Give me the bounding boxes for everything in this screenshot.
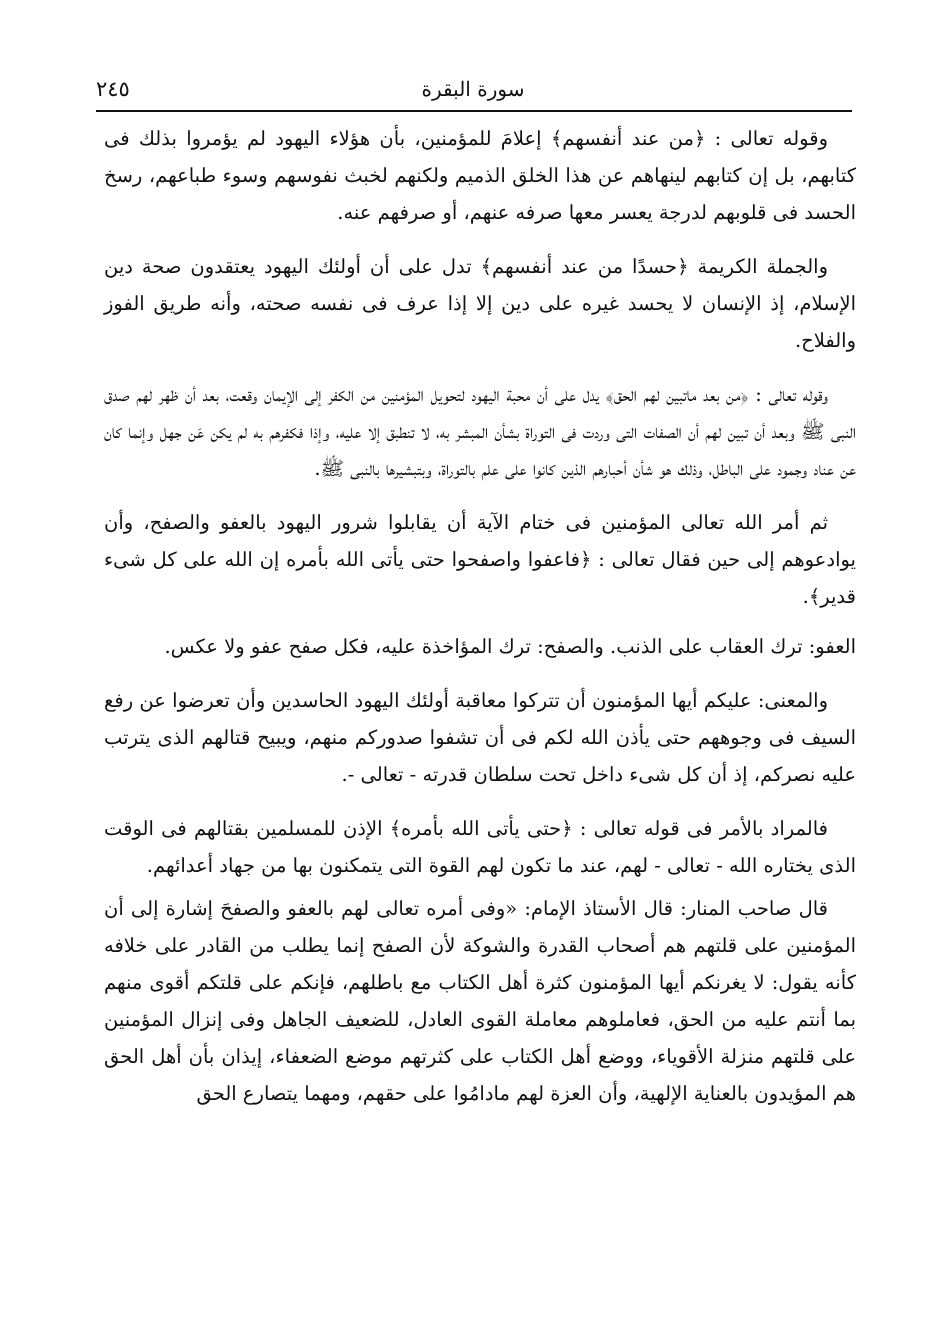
paragraph: والجملة الكريمة ﴿حسدًا من عند أنفسهم﴾ تدل على أن أولئك اليهود يعتقدون صحة دين الإسلام، إذ الإنسان لا يحسد غيره على دين إلا إذا عرف فى نفسه صحته، وأنه طريق الفوز والفلاح. [104,255,856,352]
paragraph: وقوله تعالى : ﴿من عند أنفسهم﴾ إعلامَ للمؤمنين، بأن هؤلاء اليهود لم يؤمروا بذلك فى كتابهم، بل إن كتابهم لينهاهم عن هذا الخلق الذميم ولكنهم لخبث نفوسهم وسوء طباعهم، رسخ الحسد فى قلوبهم لدرجة يعسر معها صرفه عنهم، أو صرفهم عنه. [104,127,856,224]
page-number: ٢٤٥ [96,77,130,101]
header-divider [96,110,852,112]
paragraph: قال صاحب المنار: قال الأستاذ الإمام: «وفى أمره تعالى لهم بالعفو والصفحَ إشارة إلى أن المؤمنين على قلتهم هم أصحاب القدرة والشوكة لأن الصفح إنما يطلب من القادر على خلافه كأنه يقول: لا يغرنكم أيها المؤمنون كثرة أهل الكتاب مع باطلهم، فإنكم على قلتكم أقوى منهم بما أنتم عليه من الحق، فعاملوهم معاملة القوى العادل، للضعيف الجاهل وفى إنزال المؤمنين على قلتهم منزلة الأقوياء، ووضع أهل الكتاب على كثرتهم موضع الضعفاء، إيذان بأن أهل الحق هم المؤيدون بالعناية الإلهية، وأن العزة لهم مادامُوا على حقهم، ومهما يتصارع الحق [104,897,856,1105]
body-text [104,120,856,1112]
surah-title: سورة البقرة [421,77,525,101]
page-header [96,74,850,108]
paragraph: العفو: ترك العقاب على الذنب. والصفح: ترك المؤاخذة عليه، فكل صفح عفو ولا عكس. [164,635,856,658]
paragraph: والمعنى: عليكم أيها المؤمنون أن تتركوا معاقبة أولئك اليهود الحاسدين وأن تعرضوا عن رفع السيف فى وجوههم حتى يأذن الله لكم فى أن تشفوا صدوركم منهم، ويبيح قتالهم الذى يترتب عليه نصركم، إذ أن كل شىء داخل تحت سلطان قدرته - تعالى -. [104,689,856,786]
paragraph: وقوله تعالى : ﴿من بعد ماتبين لهم الحق﴾ يدل على أن محبة اليهود لتحويل المؤمنين من الكفر إلى الإيمان وقعت، بعد أن ظهر لهم صدق النبى ﷺ وبعد أن تبين لهم أن الصفات التى وردت فى التوراة بشأن المبشر به، لا تنطبق إلا عليه، وإذا فكفرهم به لم يكن عَن جهل وإنما كان عن عناد وجمود على الباطل، وذلك هو شأن أحبارهم الذين كانوا على علم بالتوراة، وبتبشيرها بالنبى ﷺ. [104,383,856,480]
paragraph: فالمراد بالأمر فى قوله تعالى : ﴿حتى يأتى الله بأمره﴾ الإذن للمسلمين بقتالهم فى الوقت الذى يختاره الله - تعالى - لهم، عند ما تكون لهم القوة التى يتمكنون بها من جهاد أعدائهم. [104,817,856,877]
paragraph: ثم أمر الله تعالى المؤمنين فى ختام الآية أن يقابلوا شرور اليهود بالعفو والصفح، وأن يوادعوهم إلى حين فقال تعالى : ﴿فاعفوا واصفحوا حتى يأتى الله بأمره إن الله على كل شىء قدير﴾. [104,511,856,608]
